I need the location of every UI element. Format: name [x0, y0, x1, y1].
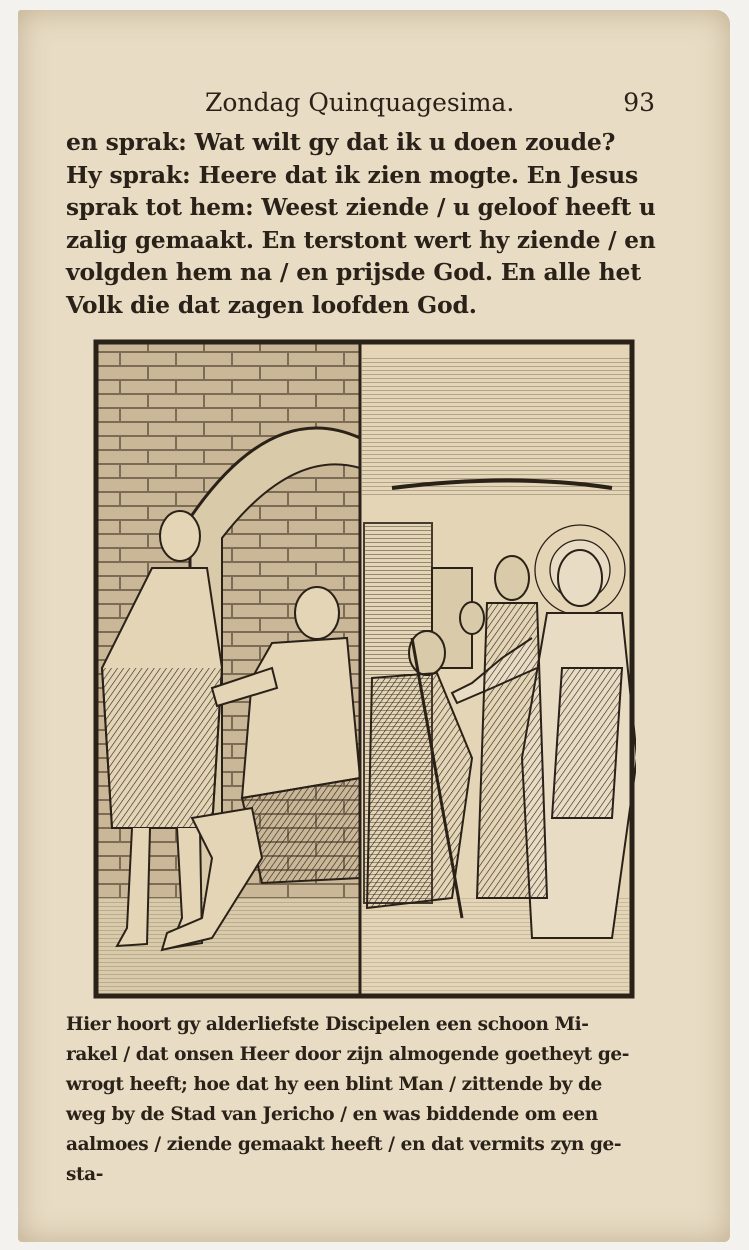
caption-line: rakel / dat onsen Heer door zijn almogende goetheyt ge-: [66, 1044, 630, 1065]
text-line: volgden hem na / en prijsde God. En alle het: [66, 258, 641, 286]
text-line: zalig gemaakt. En terstont wert hy ziende / en: [66, 225, 656, 254]
text-line: en sprak: Wat wilt gy dat ik u doen zoude?: [66, 128, 616, 156]
catchword: sta-: [66, 1164, 104, 1185]
text-line: Volk die dat zagen loofden God.: [66, 290, 477, 319]
left-panel: [96, 342, 360, 996]
woodcut-illustration: [92, 338, 636, 1002]
caption-line: aalmoes / ziende gemaakt heeft / en dat vermits zyn ge-: [66, 1134, 622, 1155]
caption-text: [66, 1010, 654, 1190]
right-panel: [362, 342, 636, 996]
page-number: 93: [623, 88, 655, 117]
caption-line: Hier hoort gy alderliefste Discipelen een schoon Mi-: [66, 1014, 589, 1035]
page-header: [205, 88, 655, 122]
text-line: Hy sprak: Heere dat ik zien mogte. En Jesus: [66, 160, 638, 189]
caption-line: wrogt heeft; hoe dat hy een blint Man / zittende by de: [66, 1074, 602, 1095]
text-line: sprak tot hem: Weest ziende / u geloof heeft u: [66, 193, 656, 221]
body-text: [66, 126, 656, 321]
caption-line: weg by de Stad van Jericho / en was biddende om een: [66, 1104, 598, 1125]
page-title: Zondag Quinquagesima.: [205, 88, 515, 117]
